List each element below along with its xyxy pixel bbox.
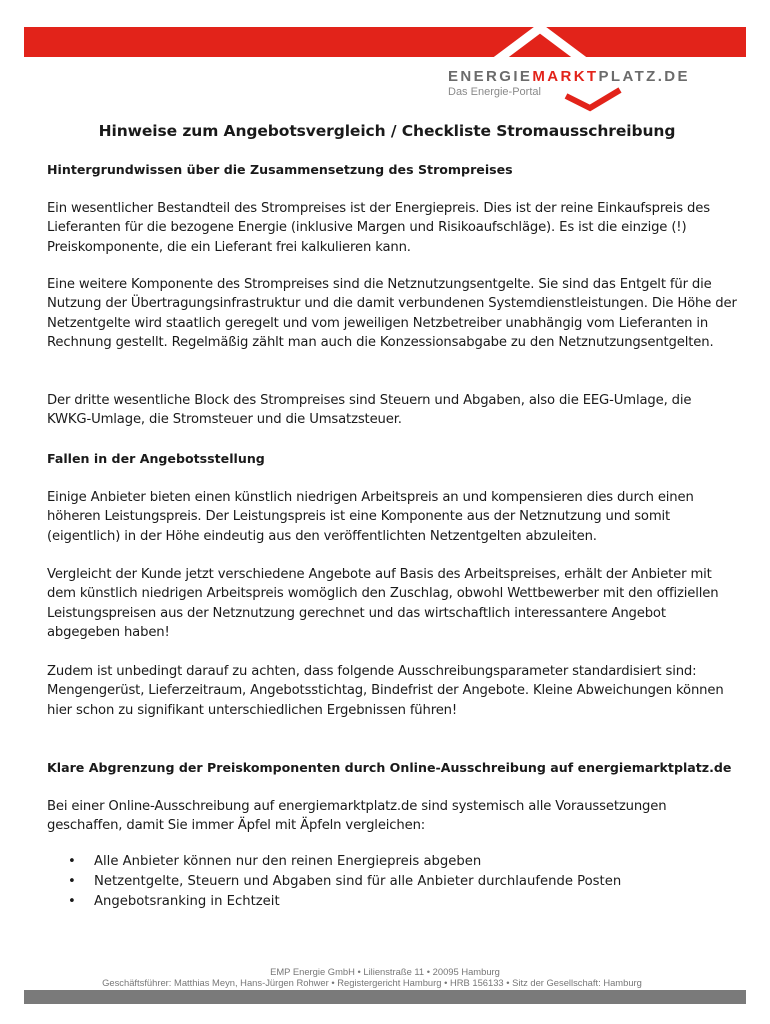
footer-legal: Geschäftsführer: Matthias Meyn, Hans-Jürgen Rohwer • Registergericht Hamburg • HRB 156133 • Sitz der Gesellschaft: Hamburg [102,977,642,988]
section-heading-pitfalls: Fallen in der Angebotsstellung [47,451,265,466]
paragraph: Vergleicht der Kunde jetzt verschiedene Angebote auf Basis des Arbeitspreises, erhält der Anbieter mit dem künstlich niedrigen Arbeitspreis womöglich den Zuschlag, obwohl Wettbewerber mit den offiziellen Leistungspreisen aus der Netznutzung gerechnet und das wirtschaftlich interessantere Angebot abgegeben haben! [47,567,719,641]
section-heading-online-tender: Klare Abgrenzung der Preiskomponenten durch Online-Ausschreibung auf energiemarktplatz.de [47,760,732,775]
bullet-marker: • [68,894,76,909]
logo-tagline: Das Energie-Portal [448,86,541,98]
paragraph: Der dritte wesentliche Block des Strompreises sind Steuern und Abgaben, also die EEG-Umlage, die KWKG-Umlage, die Stromsteuer und die Umsatzsteuer. [47,393,692,428]
logo-wordmark: ENERGIEMARKTPLATZ.DE [448,68,690,85]
page-title: Hinweise zum Angebotsvergleich / Checkliste Stromausschreibung [98,122,676,140]
footer-gray-bar [24,990,746,1004]
paragraph: Zudem ist unbedingt darauf zu achten, dass folgende Ausschreibungsparameter standardisiert sind: Mengengerüst, Lieferzeitraum, Angebotsstichtag, Bindefrist der Angebote. Kleine Abweichungen können hier schon zu signifikant unterschiedlichen Ergebnissen führen! [47,664,724,718]
paragraph: Ein wesentlicher Bestandteil des Strompreises ist der Energiepreis. Dies ist der reine Einkaufspreis des Lieferanten für die bezogene Energie (inklusive Margen und Risikoaufschläge). Es ist die einzige (!) Preiskomponente, die ein Lieferant frei kalkulieren kann. [47,201,710,255]
section-heading-background: Hintergrundwissen über die Zusammensetzung des Strompreises [47,162,513,177]
footer-address: EMP Energie GmbH • Lilienstraße 11 • 20095 Hamburg [270,966,500,977]
list-item: • Alle Anbieter können nur den reinen Energiepreis abgeben [66,852,621,872]
paragraph: Eine weitere Komponente des Strompreises sind die Netznutzungsentgelte. Sie sind das Entgelt für die Nutzung der Übertragungsinfrastruktur und die damit verbundenen Systemdienstleistungen. Die Höhe der Netzentgelte wird staatlich geregelt und vom jeweiligen Netzbetreiber unabhängig vom Lieferanten in Rechnung gestellt. Regelmäßig zählt man auch die Konzessionsabgabe zu den Netznutzungsentgelten. [47,277,737,351]
logo [440,24,730,114]
paragraph: Bei einer Online-Ausschreibung auf energiemarktplatz.de sind systemisch alle Voraussetzungen geschaffen, damit Sie immer Äpfel mit Äpfeln vergleichen: [47,799,667,834]
list-item: • Angebotsranking in Echtzeit [66,892,621,912]
paragraph: Einige Anbieter bieten einen künstlich niedrigen Arbeitspreis an und kompensieren dies durch einen höheren Leistungspreis. Der Leistungspreis ist eine Komponente aus der Netznutzung und somit (eigentlich) in der Höhe eindeutig aus den veröffentlichten Netzentgelten abzuleiten. [47,490,694,544]
bullet-list [66,852,621,912]
bullet-marker: • [68,874,76,889]
list-item: • Netzentgelte, Steuern und Abgaben sind für alle Anbieter durchlaufende Posten [66,872,621,892]
bullet-marker: • [68,854,76,869]
